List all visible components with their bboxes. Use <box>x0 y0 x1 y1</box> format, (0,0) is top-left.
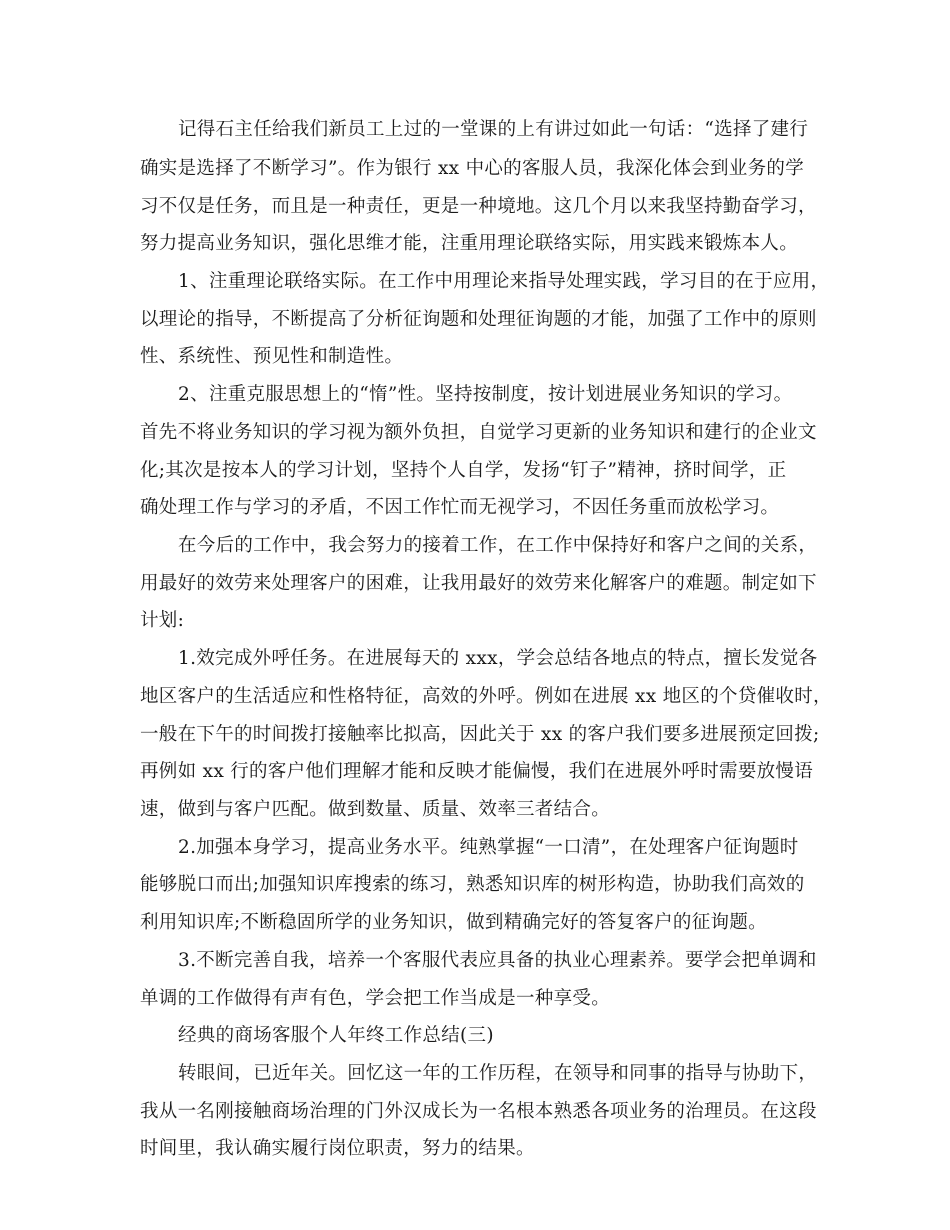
text-line: 时间里，我认确实履行岗位职责，努力的结果。 <box>140 1138 535 1159</box>
text-line: 利用知识库;不断稳固所学的业务知识，做到精确完好的答复客户的征询题。 <box>140 912 767 933</box>
text-line: 记得石主任给我们新员工上过的一堂课的上有讲过如此一句话：“选择了建行 <box>178 119 809 140</box>
text-line: 确处理工作与学习的矛盾，不因工作忙而无视学习，不因任务重而放松学习。 <box>140 497 780 518</box>
text-line: 化;其次是按本人的学习计划，坚持个人自学，发扬“钉子”精神，挤时间学，正 <box>140 460 787 481</box>
text-line: 习不仅是任务，而且是一种责任，更是一种境地。这几个月以来我坚持勤奋学习， <box>140 196 817 217</box>
text-line: 在今后的工作中，我会努力的接着工作，在工作中保持好和客户之间的关系， <box>178 535 818 556</box>
section-heading: 经典的商场客服个人年终工作总结(三) <box>178 1025 494 1046</box>
text-line: 用最好的效劳来处理客户的困难，让我用最好的效劳来化解客户的难题。制定如下 <box>140 573 817 594</box>
text-line: 我从一名刚接触商场治理的门外汉成长为一名根本熟悉各项业务的治理员。在这段 <box>140 1101 817 1122</box>
text-line: 能够脱口而出;加强知识库搜索的练习，熟悉知识库的树形构造，协助我们高效的 <box>140 874 805 895</box>
text-line: 性、系统性、预见性和制造性。 <box>140 346 404 367</box>
text-line: 首先不将业务知识的学习视为额外负担，自觉学习更新的业务知识和建行的企业文 <box>140 422 817 443</box>
text-line: 转眼间，已近年关。回忆这一年的工作历程，在领导和同事的指导与协助下， <box>178 1063 818 1084</box>
text-line: 1、注重理论联络实际。在工作中用理论来指导处理实践，学习目的在于应用， <box>178 271 830 292</box>
text-line: 努力提高业务知识，强化思维才能，注重用理论联络实际，用实践来锻炼本人。 <box>140 233 799 254</box>
text-line: 速，做到与客户匹配。做到数量、质量、效率三者结合。 <box>140 799 611 820</box>
text-line: 2.加强本身学习，提高业务水平。纯熟掌握“一口清”，在处理客户征询题时 <box>178 837 799 858</box>
text-line: 确实是选择了不断学习”。作为银行 xx 中心的客服人员，我深化体会到业务的学 <box>140 158 804 179</box>
text-line: 3.不断完善自我，培养一个客服代表应具备的执业心理素养。要学会把单调和 <box>178 950 817 971</box>
text-line: 一般在下午的时间拨打接触率比拟高，因此关于 xx 的客户我们要多进展预定回拨; <box>140 724 820 745</box>
text-line: 地区客户的生活适应和性格特征，高效的外呼。例如在进展 xx 地区的个贷催收时， <box>140 686 832 707</box>
text-line: 2、注重克服思想上的“惰”性。坚持按制度，按计划进展业务知识的学习。 <box>178 384 793 405</box>
text-line: 1.效完成外呼任务。在进展每天的 xxx，学会总结各地点的特点，擅长发觉各 <box>178 648 818 669</box>
text-line: 再例如 xx 行的客户他们理解才能和反映才能偏慢，我们在进展外呼时需要放慢语 <box>140 761 814 782</box>
text-line: 单调的工作做得有声有色，学会把工作当成是一种享受。 <box>140 988 611 1009</box>
text-line: 以理论的指导，不断提高了分析征询题和处理征询题的才能，加强了工作中的原则 <box>140 309 817 330</box>
text-line: 计划: <box>140 610 185 631</box>
